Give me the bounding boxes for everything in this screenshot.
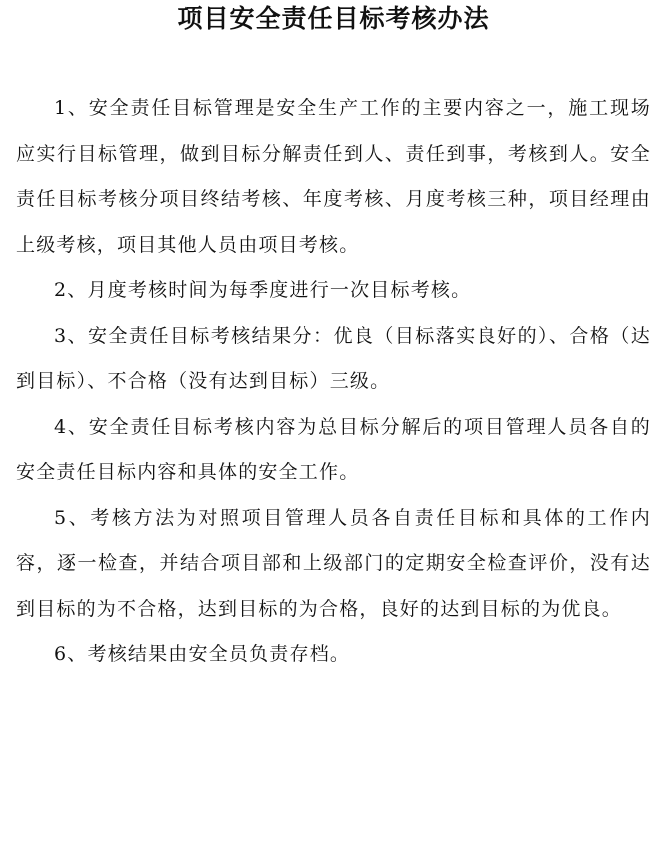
paragraph-3: 3、安全责任目标考核结果分：优良（目标落实良好的）、合格（达到目标）、不合格（没有达到目标）三级。 [16,324,651,392]
document-body [16,86,651,678]
paragraph-5: 5、考核方法为对照项目管理人员各自责任目标和具体的工作内容，逐一检查，并结合项目部和上级部门的定期安全检查评价，没有达到目标的为不合格，达到目标的为合格，良好的达到目标的为优良。 [16,506,651,620]
document-title: 项目安全责任目标考核办法 [177,4,490,33]
paragraph-4: 4、安全责任目标考核内容为总目标分解后的项目管理人员各自的安全责任目标内容和具体的安全工作。 [16,415,651,483]
paragraph-6: 6、考核结果由安全员负责存档。 [54,643,351,665]
paragraph-2: 2、月度考核时间为每季度进行一次目标考核。 [54,279,472,301]
paragraph-1: 1、安全责任目标管理是安全生产工作的主要内容之一，施工现场应实行目标管理，做到目标分解责任到人、责任到事，考核到人。安全责任目标考核分项目终结考核、年度考核、月度考核三种，项目经理由上级考核，项目其他人员由项目考核。 [16,97,651,256]
